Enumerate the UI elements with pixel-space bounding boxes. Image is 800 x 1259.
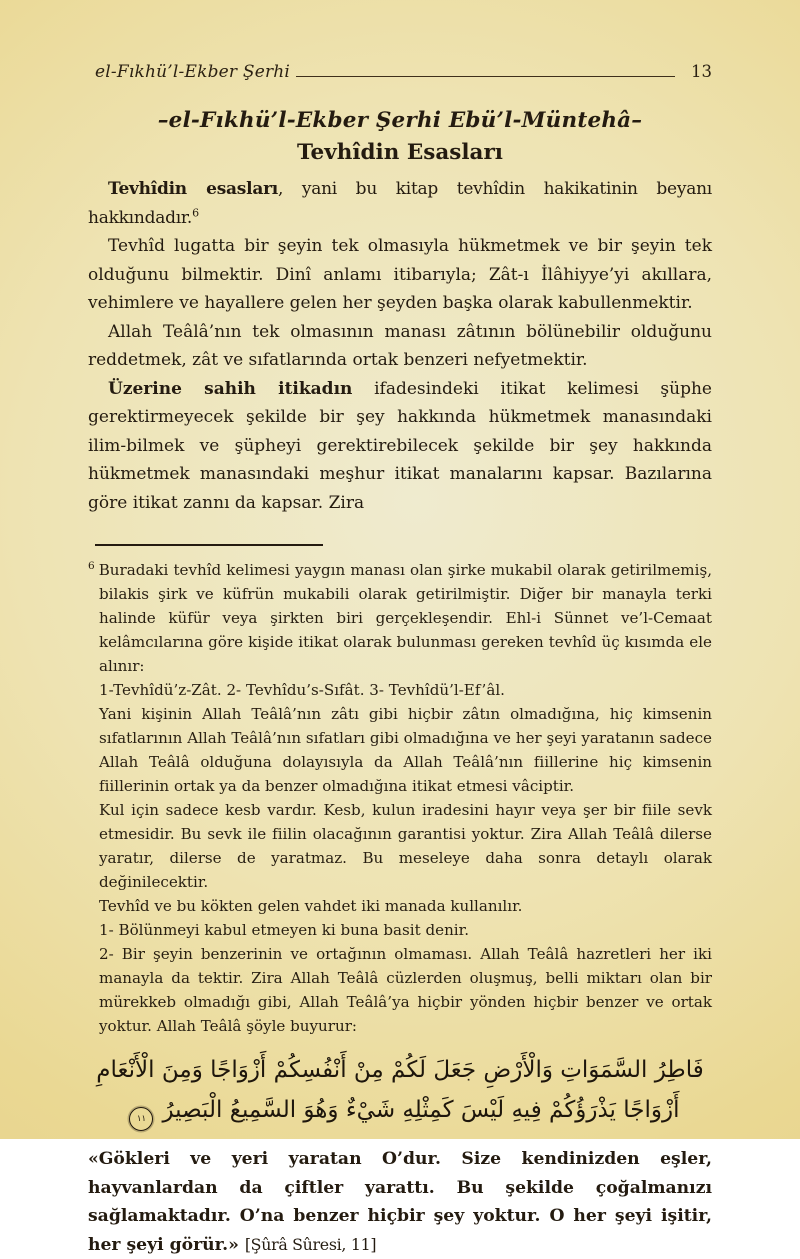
body-paragraph-3: Allah Teâlâ’nın tek olmasının manası zâtının bölünebilir olduğunu reddetmek, zât ve sıfatlarında ortak benzeri nefyetmektir. <box>88 321 712 370</box>
footnote-paragraph: 1-Tevhîdü’z-Zât. 2- Tevhîdu’s-Sıfât. 3- Tevhîdü’l-Ef’âl. <box>99 681 505 699</box>
footnote-separator <box>95 544 323 546</box>
quote-bold-text: «Gökleri ve yeri yaratan O’dur. Size kendinizden eşler, hayvanlardan da çiftler yarattı. Bu şekilde çoğalmanızı sağlamaktadır. O’na benzer hiçbir şey yoktur. O her şeyi işitir, her şeyi görür.» <box>88 1149 712 1255</box>
footnote-paragraph: 1- Bölünmeyi kabul etmeyen ki buna basit denir. <box>99 921 469 939</box>
quran-verse-arabic <box>88 1050 712 1131</box>
footnote-text: Buradaki tevhîd kelimesi yaygın manası olan şirke mukabil olarak getirilmemiş, bilakis şirk ve küfrün mukabili olarak getirilmiştir. Diğer bir manayla terki halinde küfür veya şirkten biri gerçekleşendir. Ehl-i Sünnet ve’l-Cemaat kelâmcılarına göre kişide itikat olarak bulunması gereken tevhîd üç kısımda ele alınır: <box>98 561 712 675</box>
header-rule <box>296 76 675 77</box>
footnote-paragraph: Kul için sadece kesb vardır. Kesb, kulun iradesini hayır veya şer bir fiile sevk etmesidir. Bu sevk ile fiilin olacağının garantisi yoktur. Zira Allah Teâlâ dilerse yaratır, dilerse de yaratmaz. Bu meseleye daha sonra detaylı olarak değinilecektir. <box>99 801 712 891</box>
footnote-block <box>88 558 712 1038</box>
arabic-line-1: فَاطِرُ السَّمَوَاتِ وَالْأَرْضِ جَعَلَ لَكُمْ مِنْ أَنْفُسِكُمْ أَزْوَاجًا وَمِنَ الْأَنْعَامِ <box>96 1057 704 1083</box>
ayah-end-ornament-icon: ١١ <box>129 1107 153 1131</box>
footnote-reference: 6 <box>192 205 199 219</box>
arabic-line-2 <box>88 1090 712 1131</box>
body-paragraph-1 <box>88 175 712 232</box>
body-paragraph-2: Tevhîd lugatta bir şeyin tek olmasıyla hükmetmek ve bir şeyin tek olduğunu bilmektir. Dinî anlamı itibarıyla; Zât-ı İlâhiyye’yi akıllara, vehimlere ve hayallere gelen her şeyden başka olarak kabullenmektir. <box>88 236 712 313</box>
paragraph-text: ifadesindeki itikat kelimesi şüphe gerektirmeyecek şekilde bir şey hakkında hükmetmek manasındaki ilim-bilmek ve şüpheyi gerektirebilecek şekilde bir şey hakkında hükmetmek manasındaki meşhur itikat manalarını kapsar. Bazılarına göre itikat zannı da kapsar. Zira <box>88 378 712 513</box>
footnote-paragraph <box>88 558 712 678</box>
verse-reference: [Şûrâ Sûresi, 11] <box>244 1234 377 1254</box>
footnote-paragraph: Tevhîd ve bu kökten gelen vahdet iki manada kullanılır. <box>99 897 523 915</box>
page-number: 13 <box>691 62 712 81</box>
chapter-title: –el-Fıkhü’l-Ekber Şerhi Ebü’l-Müntehâ– <box>157 108 643 133</box>
paragraph-text: , yani bu kitap tevhîdin hakikatinin beyanı hakkındadır. <box>88 179 712 228</box>
running-title: el-Fıkhü’l-Ekber Şerhi <box>95 62 291 82</box>
arabic-line-2-text: أَزْوَاجًا يَذْرَؤُكُمْ فِيهِ لَيْسَ كَمِثْلِهِ شَيْءٌ وَهُوَ السَّمِيعُ الْبَصِيرُ <box>162 1097 680 1123</box>
paragraph-lead-bold: Tevhîdin esasları <box>108 179 278 199</box>
body-text <box>88 175 712 517</box>
footnote-paragraph: 2- Bir şeyin benzerinin ve ortağının olmaması. Allah Teâlâ hazretleri her iki manayla da tektir. Zira Allah Teâlâ cüzlerden oluşmuş, belli miktarı olan bir mürekkeb olmadığı gibi, Allah Teâlâ’ya hiçbir yönden hiçbir benzer ve ortak yoktur. Allah Teâlâ şöyle buyurur: <box>99 945 712 1035</box>
page-header <box>88 62 712 82</box>
footnote-marker: 6 <box>88 559 95 572</box>
verse-translation-quote <box>88 1145 712 1259</box>
paragraph-lead-bold: Üzerine sahih itikadın <box>108 378 353 399</box>
body-paragraph-4 <box>88 375 712 518</box>
footnote-paragraph: Yani kişinin Allah Teâlâ’nın zâtı gibi hiçbir zâtın olmadığına, hiç kimsenin sıfatlarının Allah Teâlâ’nın sıfatları gibi olmadığına ve her şeyi yaratanın sadece Allah Teâlâ olduğuna dolayısıyla da Allah Teâlâ’nın fiillerine hiç kimsenin fiillerinin ortak ya da benzer olmadığına itikat etmesi vâciptir. <box>99 705 712 795</box>
section-title: Tevhîdin Esasları <box>297 140 503 165</box>
